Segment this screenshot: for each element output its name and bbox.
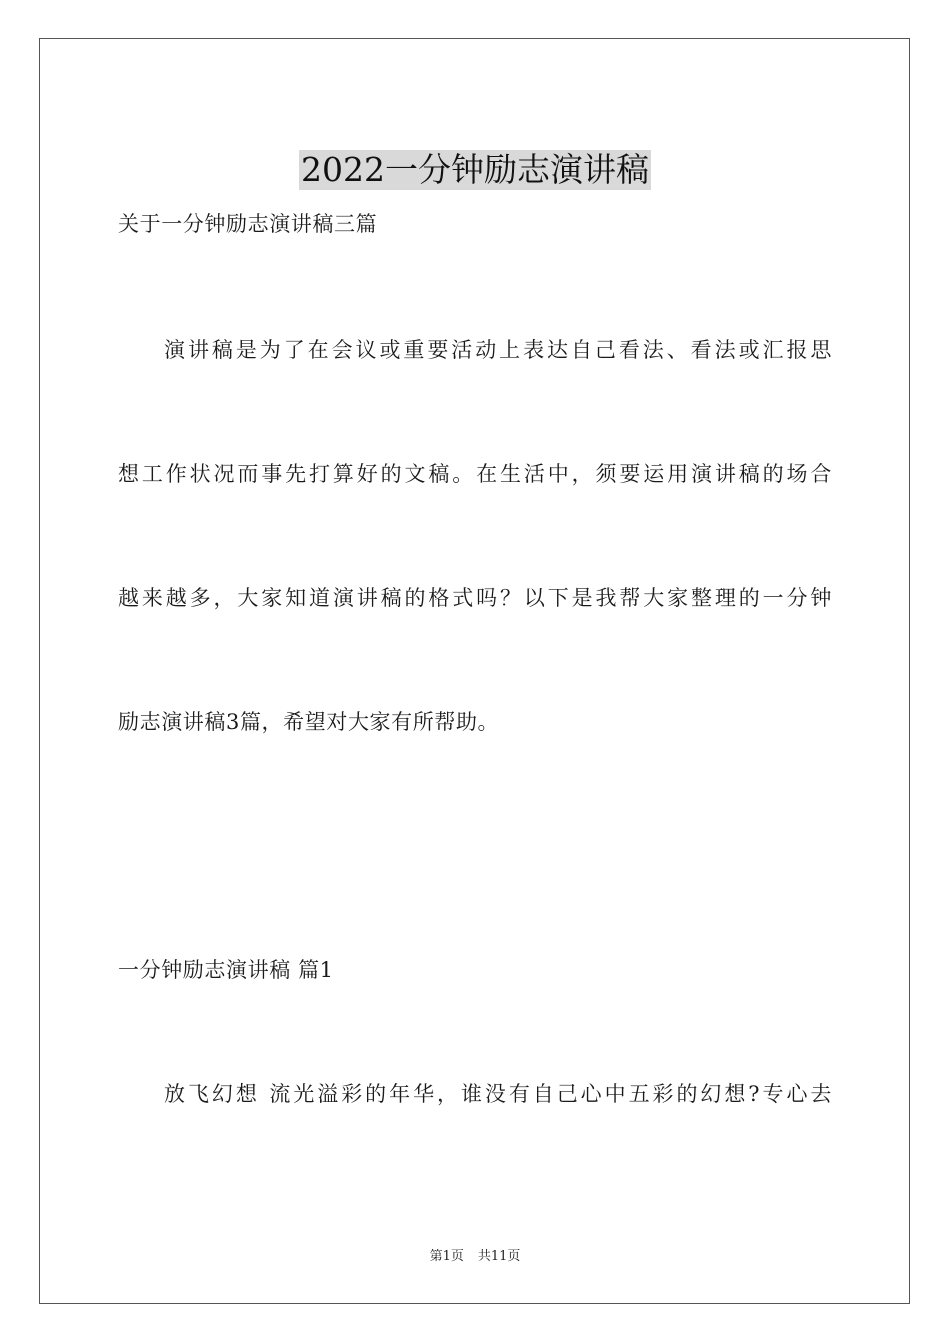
document-title: 2022一分钟励志演讲稿 — [301, 150, 649, 190]
paragraph-line: 想工作状况而事先打算好的文稿。在生活中，须要运用演讲稿的场合 — [118, 462, 832, 486]
document-subtitle: 关于一分钟励志演讲稿三篇 — [118, 212, 378, 236]
paragraph-line: 放飞幻想 流光溢彩的年华，谁没有自己心中五彩的幻想?专心去 — [164, 1082, 832, 1106]
paragraph-line: 越来越多，大家知道演讲稿的格式吗？以下是我帮大家整理的一分钟 — [118, 586, 832, 610]
page-footer — [0, 1248, 950, 1266]
page-number: 第1页 — [429, 1249, 464, 1264]
title-container — [0, 128, 950, 212]
paragraph-line: 演讲稿是为了在会议或重要活动上表达自己看法、看法或汇报思 — [164, 338, 832, 362]
page-total: 共11页 — [477, 1249, 521, 1264]
section-heading: 一分钟励志演讲稿 篇1 — [118, 958, 334, 982]
paragraph-line: 励志演讲稿3篇，希望对大家有所帮助。 — [118, 710, 500, 734]
